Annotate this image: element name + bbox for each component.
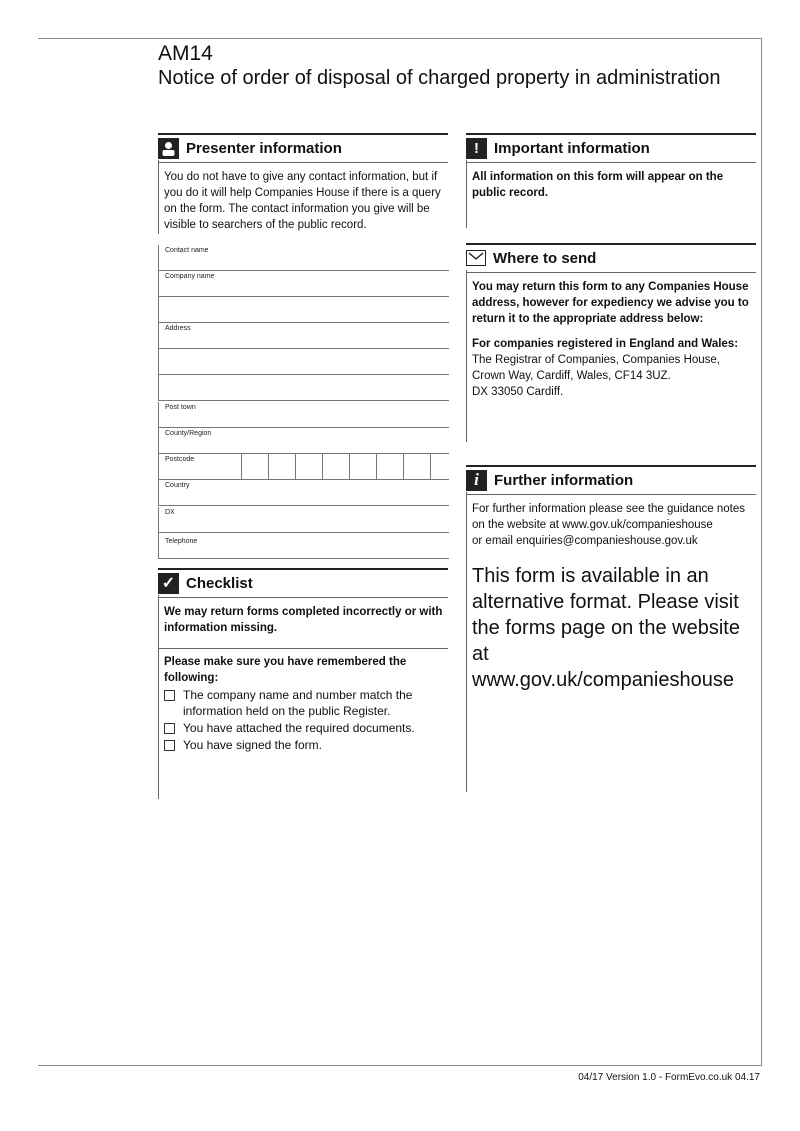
checklist-warning: We may return forms completed incorrectly or with information missing. [164,606,443,634]
where-to-send-title: Where to send [493,249,597,267]
country-field[interactable] [158,480,449,506]
checklist-item-text: You have signed the form. [183,738,322,752]
address-line-3: DX 33050 Cardiff. [472,386,564,398]
postcode-box[interactable] [349,454,375,479]
further-line-1: For further information please see the guidance notes [472,503,745,515]
checklist-item-text: You have attached the required documents. [183,721,415,735]
company-name-field[interactable] [158,271,449,297]
checklist-item[interactable] [164,737,418,753]
post-town-field[interactable] [158,402,449,428]
page-right-rule [761,38,762,1065]
important-left-rule [466,160,467,228]
postcode-box[interactable] [376,454,402,479]
page-top-rule [38,38,762,39]
presenter-intro: You do not have to give any contact information, but if you do it will help Companies House if there is a query on the form. The contact information you give will be visible to searchers of the public record. [164,171,441,231]
info-icon: i [466,470,487,491]
company-name-field-2[interactable] [158,297,449,323]
dx-label: DX [165,509,175,516]
further-info-panel [466,465,756,693]
address-line-1: The Registrar of Companies, Companies House, [472,354,721,366]
postcode-field[interactable] [158,454,449,480]
telephone-label: Telephone [165,538,198,545]
further-info-title: Further information [494,471,634,489]
checkbox-icon[interactable] [164,740,175,751]
checklist-item[interactable] [164,720,418,736]
important-panel [466,133,756,201]
postcode-boxes [241,454,457,479]
checklist-title: Checklist [186,574,253,592]
further-line-2: on the website at www.gov.uk/companieshouse [472,519,713,531]
checkmark-icon: ✓ [158,573,179,594]
postcode-box[interactable] [241,454,267,479]
alt-format-note: This form is available in an alternative format. Please visit the forms page on the website at www.gov.uk/companieshouse [472,565,740,691]
address-line-2: Crown Way, Cardiff, Wales, CF14 3UZ. [472,370,671,382]
ew-heading: For companies registered in England and Wales: [472,338,739,350]
checklist-items [158,686,448,753]
footer-version: 04/17 Version 1.0 - FormEvo.co.uk 04.17 [578,1072,760,1083]
checklist-left-rule [158,595,159,799]
postcode-box[interactable] [322,454,348,479]
county-label: County/Region [165,430,212,437]
where-to-send-left-rule [466,270,467,442]
presenter-left-rule [158,160,159,234]
presenter-panel [158,133,448,233]
postcode-box[interactable] [430,454,456,479]
person-icon [158,138,179,159]
exclamation-icon: ! [466,138,487,159]
further-line-3: or email enquiries@companieshouse.gov.uk [472,535,698,547]
address-field-2[interactable] [158,349,449,375]
where-to-send-intro: You may return this form to any Companies House address, however for expediency we advise you to return it to the appropriate address below: [472,281,749,325]
where-to-send-panel [466,243,756,400]
form-title: Notice of order of disposal of charged property in administration [158,67,721,89]
contact-name-field[interactable] [158,245,449,271]
post-town-label: Post town [165,404,196,411]
company-name-label: Company name [165,273,215,280]
contact-name-label: Contact name [165,247,209,254]
checkbox-icon[interactable] [164,690,175,701]
presenter-title: Presenter information [186,139,342,157]
address-field-3[interactable] [158,375,449,401]
checklist-remember: Please make sure you have remembered the following: [164,656,407,684]
telephone-field[interactable] [158,533,449,559]
further-info-left-rule [466,492,467,792]
country-label: Country [165,482,190,489]
page-bottom-rule [38,1065,762,1066]
envelope-icon [466,250,486,266]
postcode-label: Postcode [165,456,195,463]
checkbox-icon[interactable] [164,723,175,734]
address-field[interactable] [158,323,449,349]
address-label: Address [165,325,191,332]
important-text: All information on this form will appear on the public record. [472,171,724,199]
postcode-box[interactable] [403,454,429,479]
checklist-panel [158,568,448,753]
county-field[interactable] [158,428,449,454]
dx-field[interactable] [158,507,449,533]
checklist-item-text: The company name and number match the information held on the public Register. [183,688,413,718]
postcode-box[interactable] [268,454,294,479]
form-code: AM14 [158,42,213,65]
important-title: Important information [494,139,650,157]
postcode-box[interactable] [295,454,321,479]
checklist-item[interactable] [164,687,418,719]
